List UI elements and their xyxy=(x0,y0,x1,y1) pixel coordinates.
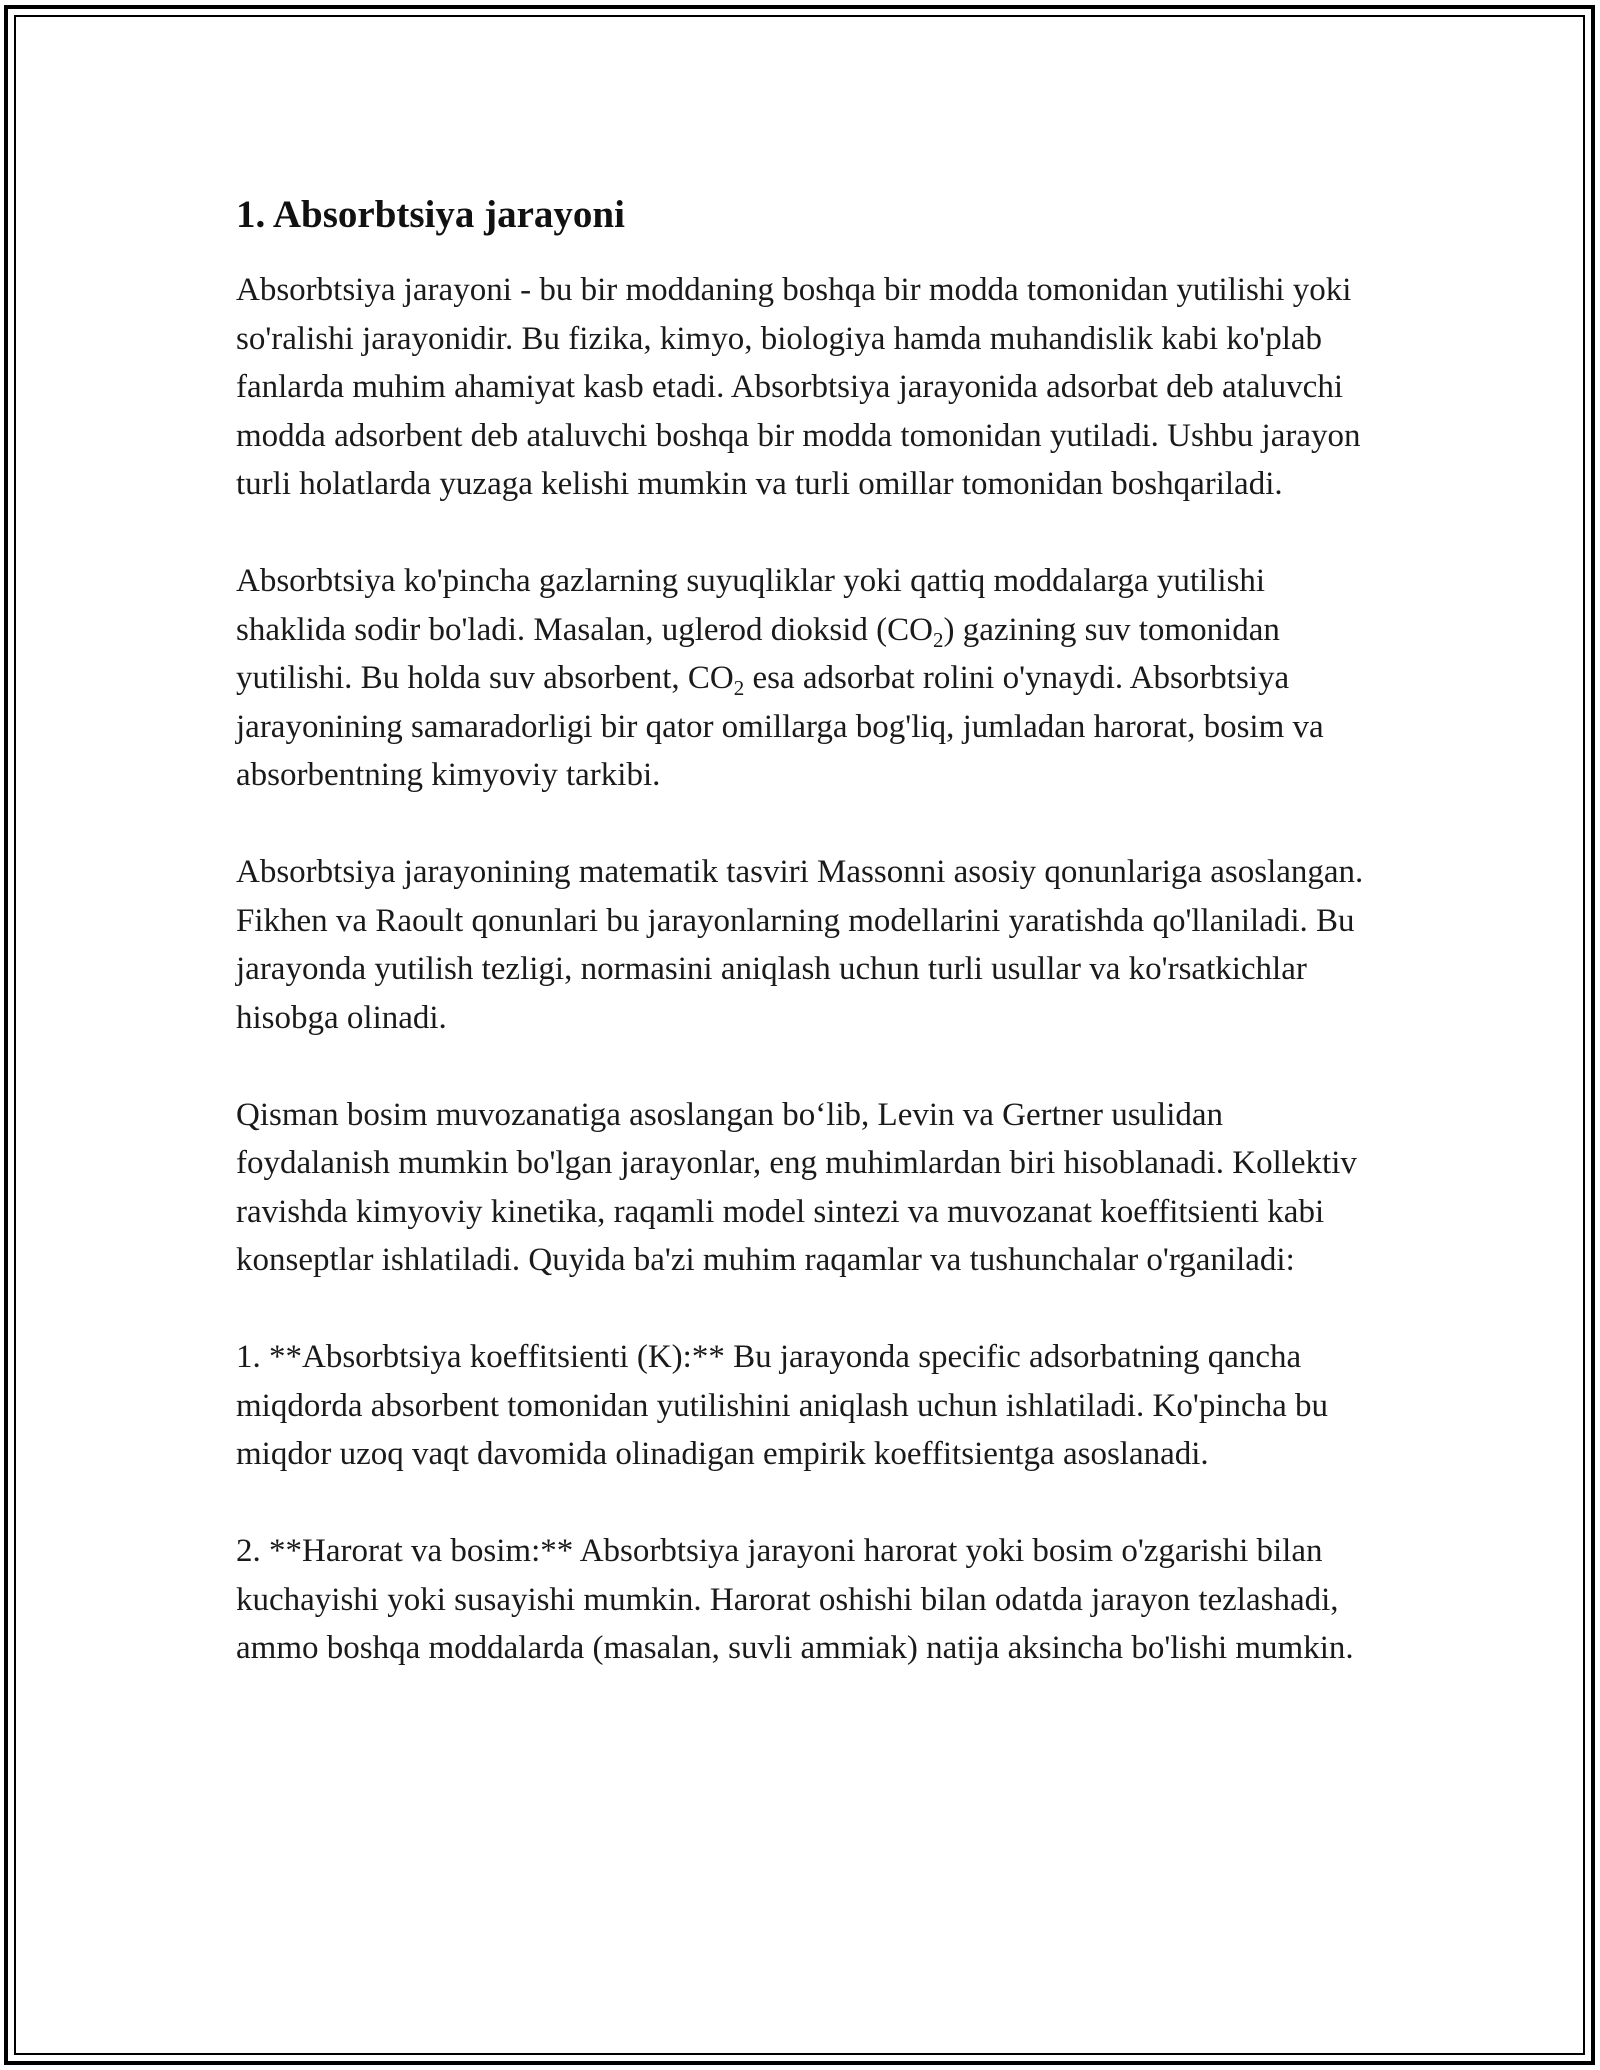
paragraph-1: Absorbtsiya jarayoni - bu bir moddaning boshqa bir modda tomonidan yutilishi yoki so'ralishi jarayonidir. Bu fizika, kimyo, biologiya hamda muhandislik kabi ko'plab fanlarda muhim ahamiyat kasb etadi. Absorbtsiya jarayonida adsorbat deb ataluvchi modda adsorbent deb ataluvchi boshqa bir modda tomonidan yutiladi. Ushbu jarayon turli holatlarda yuzaga kelishi mumkin va turli omillar tomonidan boshqariladi. xyxy=(236,272,1361,502)
list-item-1: 1. **Absorbtsiya koeffitsienti (K):** Bu jarayonda specific adsorbatning qancha miqdorda absorbent tomonidan yutilishini aniqlash uchun ishlatiladi. Ko'pincha bu miqdor uzoq vaqt davomida olinadigan empirik koeffitsientga asoslanadi. xyxy=(236,1339,1329,1472)
section-heading: 1. Absorbtsiya jarayoni xyxy=(236,193,625,236)
paragraph-4: Qisman bosim muvozanatiga asoslangan bo‘lib, Levin va Gertner usulidan foydalanish mumkin bo'lgan jarayonlar, eng muhimlardan biri hisoblanadi. Kollektiv ravishda kimyoviy kinetika, raqamli model sintezi va muvozanat koeffitsienti kabi konseptlar ishlatiladi. Quyida ba'zi muhim raqamlar va tushunchalar o'rganiladi: xyxy=(236,1096,1357,1278)
paragraph-3: Absorbtsiya jarayonining matematik tasviri Massonni asosiy qonunlariga asoslangan. Fikhen va Raoult qonunlari bu jarayonlarning modellarini yaratishda qo'llaniladi. Bu jarayonda yutilish tezligi, normasini aniqlash uchun turli usullar va ko'rsatkichlar hisobga olinadi. xyxy=(236,854,1364,1036)
paragraph-2-text-b: ) gazining suv tomonidan yutilishi. Bu holda suv absorbent, CO xyxy=(236,611,1280,696)
subscript-2a: 2 xyxy=(933,627,944,652)
paragraph-2 xyxy=(236,557,1376,800)
document-content xyxy=(236,186,1376,1721)
paragraph-2-text-a: Absorbtsiya ko'pincha gazlarning suyuqliklar yoki qattiq moddalarga yutilishi shaklida sodir bo'ladi. Masalan, uglerod dioksid (CO xyxy=(236,563,1266,648)
paragraph-2-text-c: esa adsorbat rolini o'ynaydi. Absorbtsiya jarayonining samaradorligi bir qator omillarga bog'liq, jumladan harorat, bosim va absorbentning kimyoviy tarkibi. xyxy=(236,660,1324,793)
subscript-2b: 2 xyxy=(733,676,745,700)
list-item-2: 2. **Harorat va bosim:** Absorbtsiya jarayoni harorat yoki bosim o'zgarishi bilan kuchayishi yoki susayishi mumkin. Harorat oshishi bilan odatda jarayon tezlashadi, ammo boshqa moddalarda (masalan, suvli ammiak) natija aksincha bo'lishi mumkin. xyxy=(236,1533,1354,1666)
